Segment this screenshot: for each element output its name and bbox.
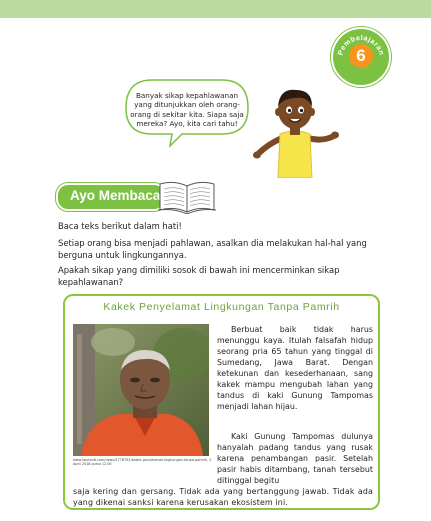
reading-title: Kakek Penyelamat Lingkungan Tanpa Pamrih xyxy=(103,301,340,313)
grandfather-photo xyxy=(73,324,209,456)
section-title: Ayo Membaca xyxy=(70,188,161,203)
story-paragraph-2-continued: saja kering dan gersang. Tidak ada yang bertanggung jawab. Tidak ada yang dikenai sanksi karena kerusakan ekosistem ini. xyxy=(73,487,373,507)
lesson-label: Pembelajaran xyxy=(335,32,387,57)
open-book-icon xyxy=(156,178,218,214)
speech-bubble-text: Banyak sikap kepahlawanan yang ditunjukkan oleh orang-orang di sekitar kita. Siapa saja mereka? Ayo, kita cari tahu! xyxy=(130,91,244,129)
lesson-number: 6 xyxy=(349,44,373,68)
instruction-read: Baca teks berikut dalam hati! xyxy=(58,221,182,231)
speech-bubble xyxy=(122,78,252,150)
top-band xyxy=(0,0,431,18)
photo-caption: www.liputan6.com/news/2778792/kakek-penyelamat-lingkungan-tanpa-pamrih, 2 April 2018 pukul 12.00 xyxy=(73,458,212,467)
lesson-badge xyxy=(331,27,391,87)
story-paragraph-1: Berbuat baik tidak harus menunggu kaya. Itulah falsafah hidup seorang pria 65 tahun yang tinggal di Sumedang, Jawa Barat. Dengan ketekunan dan kesederhanaan, sang kakek mampu mengubah lahan yang tandus di kaki Gunung Tampomas menjadi lahan hijau. xyxy=(217,325,373,411)
grandfather-photo-art xyxy=(73,324,209,456)
section-header xyxy=(56,183,166,211)
reading-box xyxy=(63,294,380,510)
story-paragraph-2: Kaki Gunung Tampomas dulunya hanyalah padang tandus yang rusak karena penambangan pasir. Setelah pasir habis ditambang, tanah tersebut ditinggal begitu xyxy=(217,432,373,485)
instruction-hero: Setiap orang bisa menjadi pahlawan, asalkan dia melakukan hal-hal yang berguna untuk lingkungannya. xyxy=(58,238,367,260)
instruction-question: Apakah sikap yang dimiliki sosok di bawah ini mencerminkan sikap kepahlawanan? xyxy=(58,265,340,287)
boy-illustration xyxy=(252,86,340,178)
